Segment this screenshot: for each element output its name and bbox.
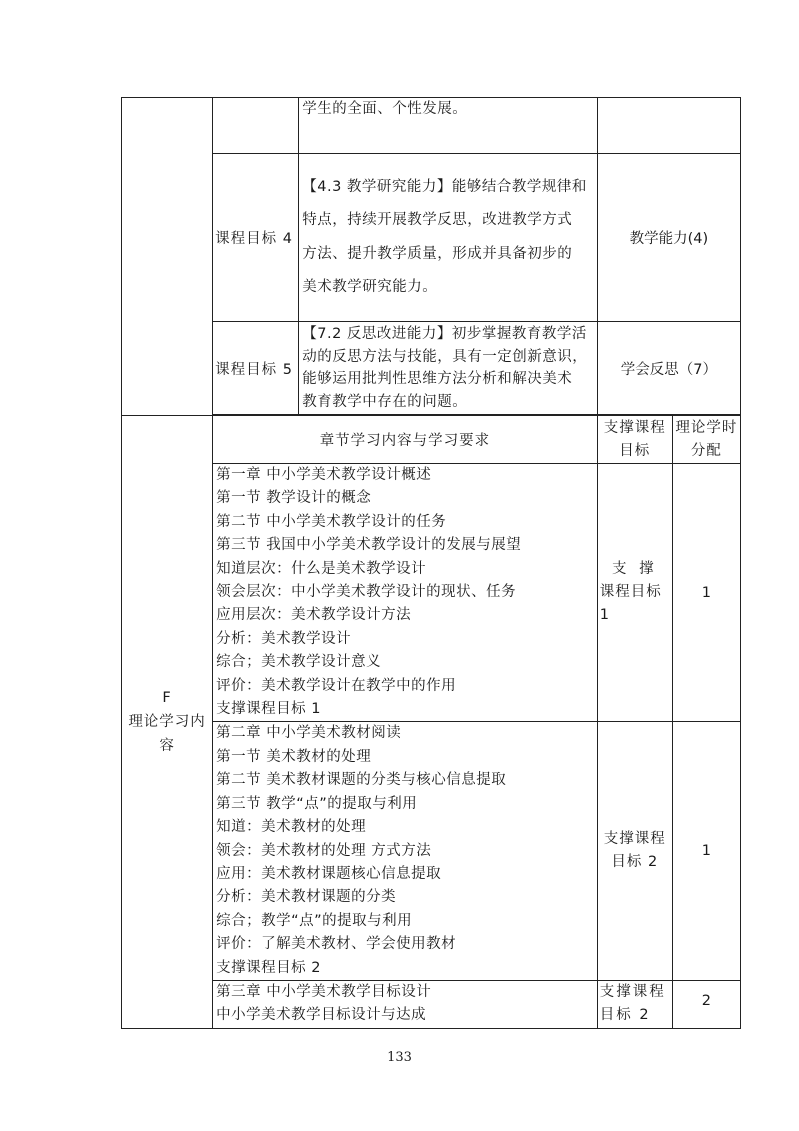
header-hours-cell — [672, 416, 740, 464]
goal-support-cell — [597, 154, 740, 322]
goal-continuation-support-empty — [597, 98, 740, 154]
header-content-cell — [213, 416, 598, 464]
chapter-line: 中小学美术教学目标设计与达成 — [216, 1007, 427, 1024]
course-syllabus-table — [121, 97, 741, 1029]
support-line: 目标 2 — [611, 854, 659, 871]
chapter-line: 分析：美术教学设计 — [216, 630, 352, 647]
chapter-line: 第二节 美术教材课题的分类与核心信息提取 — [216, 772, 507, 789]
section-label-line: 容 — [159, 737, 175, 754]
chapter-line: 领会层次：中小学美术教学设计的现状、任务 — [216, 584, 517, 601]
chapter-line: 应用：美术教材课题核心信息提取 — [216, 865, 442, 882]
goal-row-4 — [122, 154, 741, 322]
goal-description-cell — [299, 322, 597, 415]
goal-continuation-text: 学生的全面、个性发展。 — [302, 101, 468, 117]
support-line: 1 — [599, 607, 609, 624]
goal-line: 【4.3 教学研究能力】能够结合教学规律和 — [302, 178, 587, 195]
header-hours-line: 分配 — [690, 442, 722, 459]
chapter-line: 第一节 美术教材的处理 — [216, 748, 372, 765]
section-label-line: 理论学习内 — [128, 713, 206, 730]
chapter-hours: 1 — [701, 843, 712, 860]
goal-line: 特点，持续开展教学反思，改进教学方式 — [302, 212, 573, 228]
chapter-line: 评价：美术教学设计在教学中的作用 — [216, 677, 457, 694]
chapter-line: 分析：美术教材课题的分类 — [216, 889, 397, 906]
chapter-line: 第三章 中小学美术教学目标设计 — [216, 984, 432, 1001]
goal-support-text: 学会反思（7） — [620, 361, 717, 378]
page-number: 133 — [387, 1050, 412, 1065]
chapter-content-cell — [213, 722, 598, 980]
chapter-support-cell — [597, 980, 672, 1028]
chapter-content-cell — [213, 980, 598, 1028]
goal-continuation-row — [122, 98, 741, 154]
goal-continuation-cell — [299, 98, 597, 154]
goal-description-cell — [299, 154, 597, 322]
goal-description — [299, 171, 596, 305]
goal-support-text: 教学能力(4) — [629, 231, 709, 247]
goal-label-cell — [213, 322, 299, 415]
chapter-line: 知道：美术教材的处理 — [216, 819, 367, 836]
theory-header-row — [122, 416, 741, 464]
goal-line: 能够运用批判性思维方法分析和解决美术 — [302, 371, 573, 387]
support-line: 课程目标 — [599, 584, 662, 601]
goal-line: 美术教学研究能力。 — [302, 279, 438, 295]
goal-support-cell — [597, 322, 740, 415]
support-line: 目标 2 — [599, 1007, 651, 1024]
header-content-title: 章节学习内容与学习要求 — [319, 433, 491, 449]
section-label-line: F — [162, 689, 172, 706]
chapter-support-cell — [597, 464, 672, 722]
goal-label-cell-empty — [213, 98, 299, 154]
goal-label: 课程目标 5 — [215, 361, 293, 378]
header-hours-line: 理论学时 — [675, 419, 738, 436]
chapter-hours: 1 — [701, 584, 712, 601]
chapter-row-1 — [122, 464, 741, 722]
chapter-hours: 2 — [701, 992, 712, 1009]
chapter-hours-cell — [672, 464, 740, 722]
chapter-line: 知道层次：什么是美术教学设计 — [216, 560, 427, 577]
chapter-line: 评价：了解美术教材、学会使用教材 — [216, 936, 457, 953]
chapter-row-2 — [122, 722, 741, 980]
header-support-line: 支撑课程 — [603, 419, 666, 436]
chapter-line: 综合；美术教学设计意义 — [216, 654, 382, 671]
goal-line: 动的反思方法与技能，具有一定创新意识， — [302, 348, 588, 365]
chapter-line: 领会：美术教材的处理 方式方法 — [216, 842, 432, 859]
chapter-row-3 — [122, 980, 741, 1028]
chapter-line: 第二章 中小学美术教材阅读 — [216, 725, 402, 742]
goal-line: 方法、提升教学质量，形成并具备初步的 — [302, 245, 573, 262]
chapter-content — [213, 981, 597, 1028]
support-line: 支 撑 — [611, 561, 658, 578]
goal-label: 课程目标 4 — [215, 231, 293, 247]
goal-label-cell — [213, 154, 299, 322]
section-label-cell-empty — [122, 98, 213, 416]
chapter-content — [213, 464, 597, 721]
chapter-content-cell — [213, 464, 598, 722]
header-support-cell — [597, 416, 672, 464]
goal-line: 【7.2 反思改进能力】初步掌握教育教学活 — [302, 326, 587, 342]
chapter-line: 第一节 教学设计的概念 — [216, 490, 372, 507]
chapter-line: 第一章 中小学美术教学设计概述 — [216, 467, 432, 483]
goal-line: 教育教学中存在的问题。 — [302, 393, 468, 410]
theory-section-label-cell — [122, 416, 213, 1029]
chapter-hours-cell — [672, 980, 740, 1028]
chapter-line: 支撑课程目标 2 — [216, 959, 321, 976]
chapter-hours-cell — [672, 722, 740, 980]
support-line: 支撑课程 — [599, 984, 666, 1001]
chapter-line: 应用层次：美术教学设计方法 — [216, 607, 412, 624]
chapter-line: 第三节 我国中小学美术教学设计的发展与展望 — [216, 537, 522, 554]
chapter-line: 综合；教学“点”的提取与利用 — [216, 912, 413, 929]
chapter-support-cell — [597, 722, 672, 980]
chapter-line: 第三节 教学“点”的提取与利用 — [216, 795, 418, 812]
goal-row-5 — [122, 322, 741, 415]
goal-description — [299, 323, 596, 413]
support-line: 支撑课程 — [603, 831, 666, 848]
header-support-line: 目标 — [619, 442, 651, 459]
theory-section-label — [122, 686, 212, 758]
chapter-line: 支撑课程目标 1 — [216, 701, 321, 718]
chapter-content — [213, 722, 597, 979]
chapter-line: 第二节 中小学美术教学设计的任务 — [216, 513, 447, 530]
